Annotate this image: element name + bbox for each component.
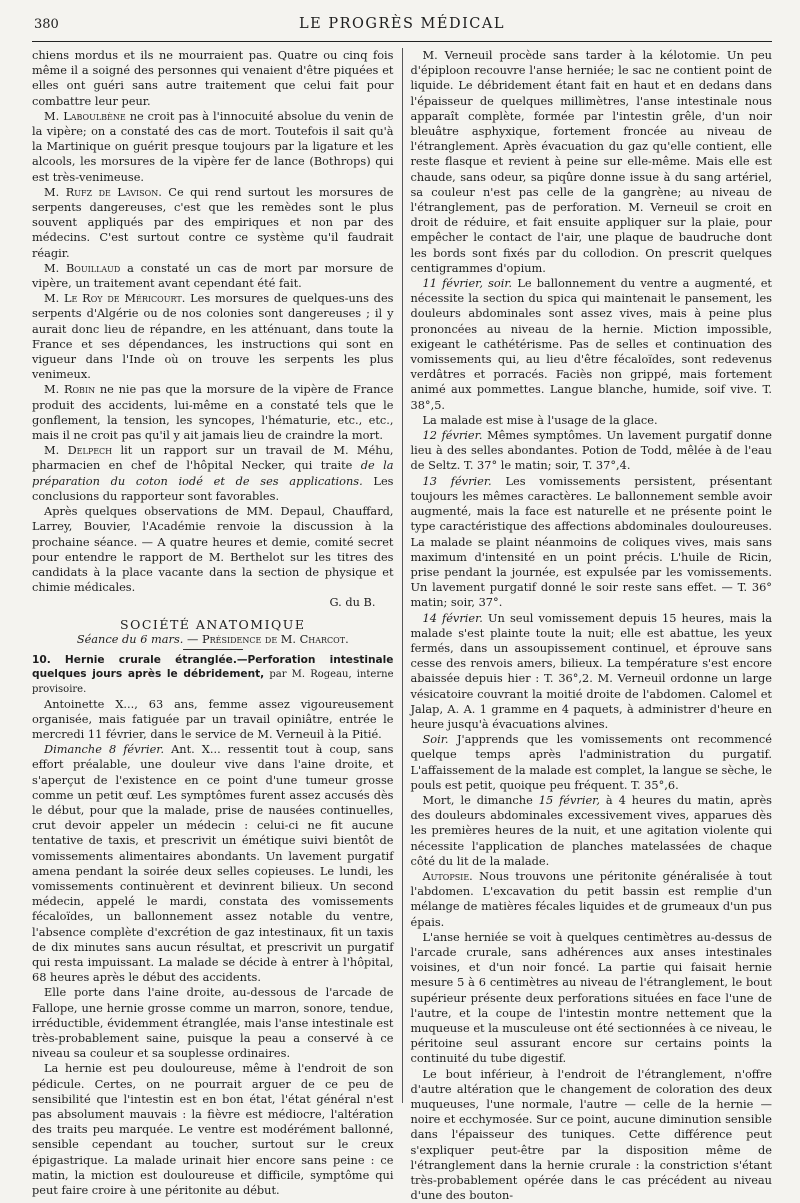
paragraph	[32, 185, 394, 261]
paragraph-text: Mort, le dimanche	[422, 792, 539, 807]
date-label: Soir.	[422, 732, 449, 747]
paragraph: Elle porte dans l'aine droite, au-dessous de l'arcade de Fallope, une hernie grosse comme un marron, sonore, tendue, irréductible, évidemment étranglée, mais l'anse intestinale est très-probablement saine, puisque la peau a conservé à ce niveau sa couleur et sa souplesse ordinaires.	[32, 985, 394, 1061]
paragraph-text: à 4 heures du matin, après des douleurs abdominales excessivement vives, apparues dès les premières heures de la nuit, et une agitation violente qui nécessite l'application de planches matelassées de chaque côté du lit de la malade.	[410, 792, 772, 868]
section-rule	[183, 649, 243, 650]
date-label: 12 février.	[422, 428, 483, 443]
paragraph: M. Verneuil procède sans tarder à la kélotomie. Un peu d'épiploon recouvre l'anse herniée; le sac ne contient point de liquide. Le débridement étant fait en haut et en dedans dans l'épaisseur de quelques millimètres, l'anse intestinale nous apparaît complète, formée par l'intestin grêle, d'un noir bleuâtre asphyxique, fortement froncée au niveau de l'étranglement. Après évacuation du gaz qu'elle contient, elle reste flasque et revient à peine sur elle-même. Mais elle est chaude, sans odeur, sa piqûre donne issue à du sang artériel, sa couleur n'est pas celle de la gangrène; au niveau de l'étranglement, pas de perforation. M. Verneuil se croit en droit de réduire, et fait ensuite appliquer sur la plaie, pour empêcher le contact de l'air, une plaque de baudruche dont les bords sont fixés par du collodion. On prescrit quelques centigrammes d'opium.	[410, 48, 772, 275]
speaker-name: M. Rufz de Lavison.	[44, 184, 162, 199]
paragraph	[410, 474, 772, 611]
paragraph	[410, 611, 772, 733]
paragraph	[32, 261, 394, 291]
paragraph	[32, 382, 394, 443]
paragraph-text: Ce qui rend surtout les morsures de serpents dangereuses, c'est que les remèdes sont le plus souvent appliqués par des empiriques et non par des médecins. C'est surtout contre ce système qu'il faudrait réagir.	[32, 184, 394, 260]
paragraph: La hernie est peu douloureuse, même à l'endroit de son pédicule. Certes, on ne pourrait arguer de ce peu de sensibilité que l'intestin est en bon état, l'état général n'est pas absolument mauvais : la fièvre est médiocre, l'altération des traits peu marquée. Le ventre est modérément ballonné, sensible cependant au toucher, surtout sur le creux épigastrique. La malade urinait hier encore sans peine : ce matin, la miction est douloureuse et difficile, symptôme qui peut faire croire à une péritonite au début.	[32, 1061, 394, 1198]
speaker-name: M. Laboulbène	[44, 108, 126, 123]
paragraph-text: J'apprends que les vomissements ont recommencé quelque temps après l'administration du purgatif. L'affaissement de la malade est complet, la langue se sèche, le pouls est petit, quoique peu fréquent. T. 35°,6.	[410, 732, 772, 792]
date-label: 11 février, soir.	[422, 276, 513, 291]
paragraph	[32, 291, 394, 382]
date-label: 13 février.	[422, 473, 492, 488]
work-title: de la préparation du coton iodé et de ses applications.	[32, 458, 394, 488]
paragraph	[32, 443, 394, 504]
paragraph-text: Nous trouvons une péritonite généralisée à tout l'abdomen. L'excavation du petit bassin est remplie d'un mélange de matières fécales liquides et de grumeaux d'un pus épais.	[410, 868, 772, 929]
column-divider	[402, 48, 403, 1103]
section-title: SOCIÉTÉ ANATOMIQUE	[120, 616, 306, 632]
paragraph	[410, 276, 772, 413]
paragraph	[32, 109, 394, 185]
date-label: Dimanche 8 février.	[44, 742, 165, 757]
paragraph	[410, 869, 772, 930]
article-title	[32, 653, 394, 697]
date-label: 15 février,	[538, 792, 600, 807]
paragraph-text: Les conclusions du rapporteur sont favorables.	[32, 473, 394, 503]
speaker-name: M. Bouillaud	[44, 260, 121, 275]
paragraph: Après quelques observations de MM. Depaul, Chauffard, Larrey, Bouvier, l'Académie renvoie la discussion à la prochaine séance. — A quatre heures et demie, comité secret pour entendre le rapport de M. Berthelot sur les titres des candidats à la place vacante dans la section de physique et chimie médicales.	[32, 504, 394, 595]
session-presidency: — Présidence de M. Charcot.	[183, 631, 349, 646]
paragraph	[410, 428, 772, 474]
journal-title: LE PROGRÈS MÉDICAL	[299, 16, 505, 32]
paragraph	[410, 732, 772, 793]
speaker-name: M. Robin	[44, 382, 96, 397]
article-heading: 10. Hernie crurale étranglée.—Perforation intestinale quelques jours après le débridement,	[32, 653, 394, 680]
paragraph: Antoinette X..., 63 ans, femme assez vigoureusement organisée, mais fatiguée par un travail opiniâtre, entrée le mercredi 11 février, dans le service de M. Verneuil à la Pitié.	[32, 696, 394, 741]
article-author: par M. Rogeau, interne provisoire.	[32, 668, 394, 695]
paragraph-text: Les morsures de quelques-uns des serpents d'Algérie ou de nos colonies sont dangereuses ; il y aurait donc lieu de répandre, en les atténuant, dans toute la France et ses dépendances, les instructions qui sont en vigueur dans l'Inde où on trouve les serpents les plus venimeux.	[32, 291, 394, 382]
left-column	[32, 48, 394, 1198]
section-subtitle	[32, 632, 394, 647]
paragraph-text: lit un rapport sur un travail de M. Méhu, pharmacien en chef de l'hôpital Necker, qui traite	[32, 443, 394, 473]
paragraph-text: ne croit pas à l'innocuité absolue du venin de la vipère; on a constaté des cas de mort. Toutefois il sait qu'à la Martinique on guérit presque toujours par la ligature et les alcools, les morsures de la vipère fer de lance (Bothrops) qui est très-venimeuse.	[32, 108, 394, 184]
paragraph: L'anse herniée se voit à quelques centimètres au-dessus de l'arcade crurale, sans adhérences aux anses intestinales voisines, et d'un noir foncé. La partie qui faisait hernie mesure 5 à 6 centimètres au niveau de l'étranglement, le bout supérieur présente deux perforations situées en face l'une de l'autre, et la coupe de l'intestin montre nettement que la muqueuse et la musculeuse ont été sectionnées à ce niveau, le péritoine seul assurant encore sur certains points la continuité du tube digestif.	[410, 929, 772, 1066]
date-label: 14 février.	[422, 610, 483, 625]
page-number: 380	[34, 17, 59, 32]
paragraph	[410, 793, 772, 869]
paragraph	[32, 742, 394, 985]
columns	[32, 48, 772, 1203]
paragraph-text: Le ballonnement du ventre a augmenté, et nécessite la section du spica qui maintenait le pansement, les douleurs abdominales sont assez vives, mais à peine plus prononcées au niveau de la hernie. Miction impossible, exigeant le cathétérisme. Pas de selles et continuation des vomissements qui, au lieu d'être fécaloïdes, sont redevenus verdâtres et porracés. Faciès non grippé, mais fortement animé aux pommettes. Langue blanche, humide, soif vive. T. 38°,5.	[410, 276, 772, 412]
paragraph-text: Ant. X... ressentit tout à coup, sans effort préalable, une douleur vive dans l'aine droite, et s'aperçut de l'existence en ce point d'une tumeur grosse comme un petit œuf. Les symptômes furent assez accusés dès le début, pour que la malade, prise de nausées continuelles, crut devoir appeler un médecin : celui-ci ne fit aucune tentative de taxis, et prescrivit un émétique suivi bientôt de vomissements alimentaires abondants. Un lavement purgatif amena pendant la soirée deux selles copieuses. Le lundi, les vomissements continuèrent et devinrent bilieux. Un second médecin, appelé le mardi, constata des vomissements fécaloïdes, un ballonnement assez notable du ventre, l'absence complète d'excrétion de gaz intestinaux, fit un taxis de dix minutes sans aucun résultat, et prescrivit un purgatif qui resta impuissant. La malade se décide à entrer à l'hôpital, 68 heures après le début des accidents.	[32, 742, 394, 985]
paragraph-text: a constaté un cas de mort par morsure de vipère, un traitement avant cependant été fait.	[32, 260, 394, 291]
paragraph-text: Mêmes symptômes. Un lavement purgatif donne lieu à des selles abondantes. Potion de Todd, mêlée à de l'eau de Seltz. T. 37° le matin; soir, T. 37°,4.	[410, 428, 772, 473]
signature: G. du B.	[329, 595, 376, 610]
paragraph: Le bout inférieur, à l'endroit de l'étranglement, n'offre d'autre altération que le changement de coloration des deux muqueuses, l'une normale, l'autre — celle de la hernie — noire et ecchymosée. Sur ce point, aucune diminution sensible dans l'épaisseur des tuniques. Cette différence peut s'expliquer peut-être par la disposition même de l'étranglement dans la hernie crurale : la constriction s'étant très-probablement opérée dans le cas précédent au niveau d'une des bouton-	[410, 1066, 772, 1203]
page-header	[32, 16, 772, 42]
autopsy-label: Autopsie.	[422, 868, 473, 883]
session-date: Séance du 6 mars.	[76, 631, 184, 646]
paragraph-text: Un seul vomissement depuis 15 heures, mais la malade s'est plainte toute la nuit; elle est abattue, les yeux fermés, dans un assoupissement continuel, et éprouve sans cesse des renvois amers, bilieux. La température s'est encore abaissée depuis hier : T. 36°,2. M. Verneuil ordonne un large vésicatoire couvrant la moitié droite de l'abdomen. Calomel et Jalap, A. A. 1 gramme en 4 paquets, à administrer d'heure en heure jusqu'à évacuations alvines.	[410, 610, 772, 731]
paragraph: chiens mordus et ils ne mourraient pas. Quatre ou cinq fois même il a soigné des personnes qui venaient d'être piquées et elles ont guéri sans autre traitement que celui fait pour combattre leur peur.	[32, 48, 394, 108]
right-column	[410, 48, 772, 1203]
speaker-name: M. Delpech	[44, 443, 113, 458]
paragraph-text: ne nie pas que la morsure de la vipère de France produit des accidents, lui-même en a constaté tels que le gonflement, la tension, les syncopes, l'hématurie, etc., etc., mais il ne croit pas qu'il y ait jamais lieu de craindre la mort.	[32, 382, 394, 443]
speaker-name: M. Le Roy de Méricourt.	[44, 291, 186, 306]
paragraph-text: Les vomissements persistent, présentant toujours les mêmes caractères. Le ballonnement semble avoir augmenté, mais la face est naturelle et ne présente point le type caractéristique des affections abdominales douloureuses. La malade se plaint néanmoins de coliques vives, mais sans maximum d'intensité en un point précis. L'huile de Ricin, prise pendant la journée, est expulsée par les vomissements. Un lavement purgatif donné le soir reste sans effet. — T. 36° matin; soir, 37°.	[410, 473, 772, 610]
paragraph: La malade est mise à l'usage de la glace.	[422, 412, 658, 427]
